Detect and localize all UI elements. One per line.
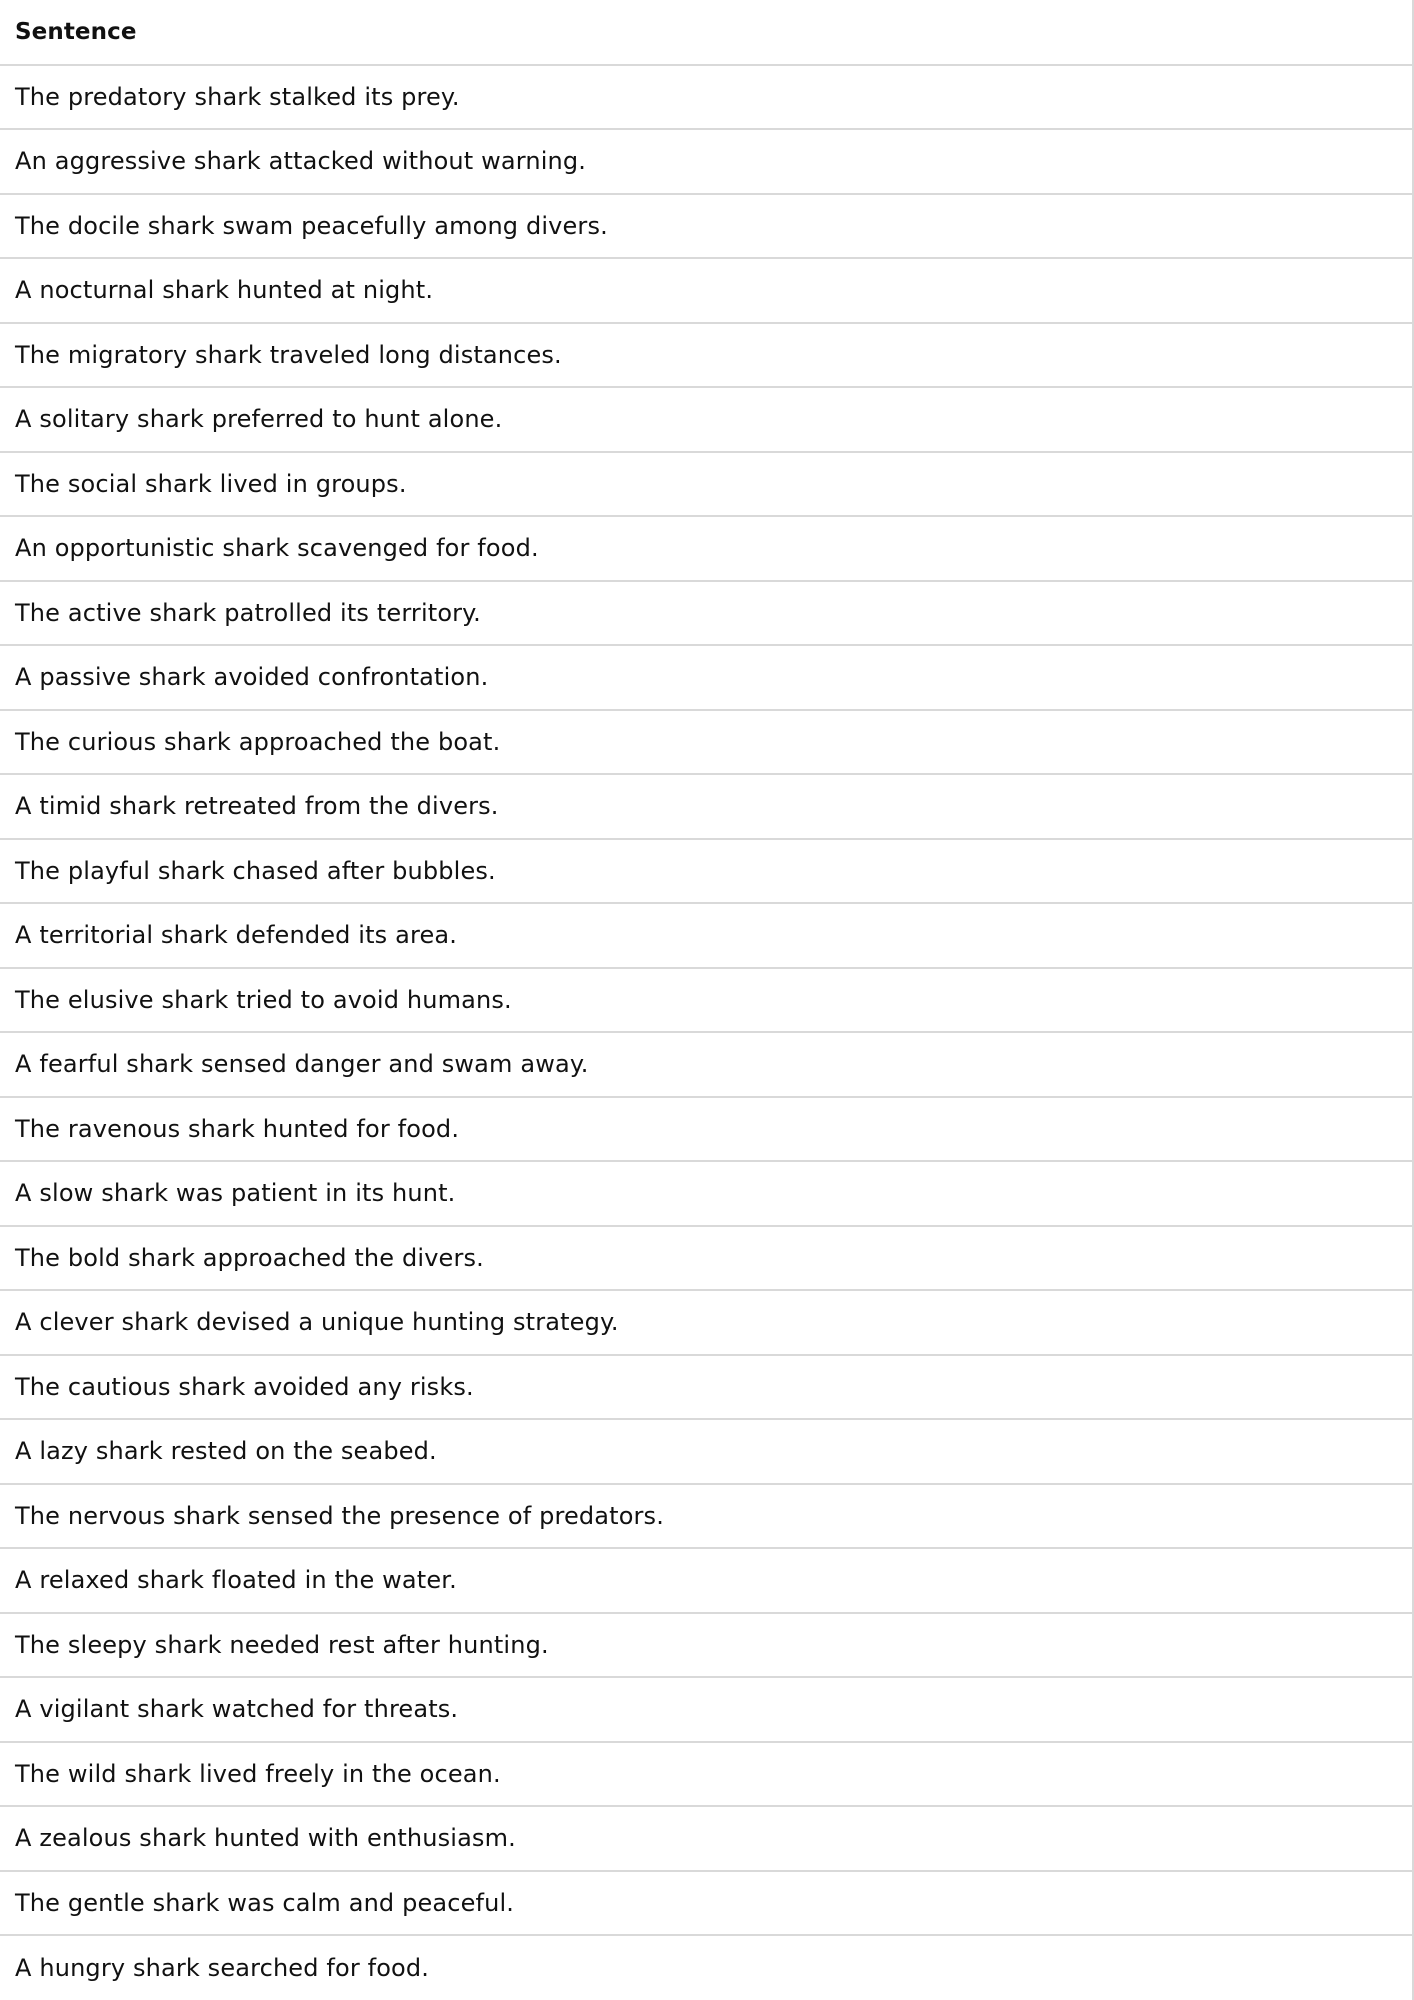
table-row [0, 1484, 1412, 1549]
table-row [0, 710, 1412, 775]
table-header [0, 0, 1412, 65]
sentence-cell: A clever shark devised a unique hunting strategy. [0, 1290, 1412, 1355]
table-body [0, 65, 1412, 2000]
table-row [0, 1226, 1412, 1291]
sentence-cell: An opportunistic shark scavenged for food. [0, 516, 1412, 581]
table-row [0, 903, 1412, 968]
sentence-cell: An aggressive shark attacked without warning. [0, 129, 1412, 194]
sentence-cell: The bold shark approached the divers. [0, 1226, 1412, 1291]
sentence-cell: The sleepy shark needed rest after hunting. [0, 1613, 1412, 1678]
table-row [0, 65, 1412, 130]
table-row [0, 839, 1412, 904]
sentence-cell: The cautious shark avoided any risks. [0, 1355, 1412, 1420]
sentence-cell: A timid shark retreated from the divers. [0, 774, 1412, 839]
table-row [0, 1742, 1412, 1807]
sentence-cell: The gentle shark was calm and peaceful. [0, 1871, 1412, 1936]
table-row [0, 1290, 1412, 1355]
sentence-cell: The predatory shark stalked its prey. [0, 65, 1412, 130]
sentence-cell: The migratory shark traveled long distances. [0, 323, 1412, 388]
sentence-cell: A slow shark was patient in its hunt. [0, 1161, 1412, 1226]
sentence-cell: A lazy shark rested on the seabed. [0, 1419, 1412, 1484]
table-row [0, 1677, 1412, 1742]
table-row [0, 194, 1412, 259]
header-row [0, 0, 1412, 65]
sentence-cell: The active shark patrolled its territory. [0, 581, 1412, 646]
table-row [0, 516, 1412, 581]
sentence-cell: A relaxed shark floated in the water. [0, 1548, 1412, 1613]
table-row [0, 129, 1412, 194]
table-row [0, 1032, 1412, 1097]
column-header-sentence: Sentence [0, 0, 1412, 65]
table-row [0, 1355, 1412, 1420]
table-row [0, 1161, 1412, 1226]
table-row [0, 1935, 1412, 2000]
sentence-cell: The wild shark lived freely in the ocean. [0, 1742, 1412, 1807]
sentence-cell: A vigilant shark watched for threats. [0, 1677, 1412, 1742]
sentence-cell: A fearful shark sensed danger and swam away. [0, 1032, 1412, 1097]
table-row [0, 1806, 1412, 1871]
table-row [0, 1613, 1412, 1678]
sentence-cell: The curious shark approached the boat. [0, 710, 1412, 775]
table-row [0, 258, 1412, 323]
table-row [0, 1097, 1412, 1162]
sentence-cell: A nocturnal shark hunted at night. [0, 258, 1412, 323]
table-row [0, 645, 1412, 710]
sentence-cell: The ravenous shark hunted for food. [0, 1097, 1412, 1162]
table-row [0, 1548, 1412, 1613]
sentence-cell: The playful shark chased after bubbles. [0, 839, 1412, 904]
sentence-cell: A zealous shark hunted with enthusiasm. [0, 1806, 1412, 1871]
table-row [0, 1419, 1412, 1484]
sentence-cell: A passive shark avoided confrontation. [0, 645, 1412, 710]
table-row [0, 774, 1412, 839]
table-row [0, 581, 1412, 646]
sentence-cell: The docile shark swam peacefully among divers. [0, 194, 1412, 259]
sentence-cell: A solitary shark preferred to hunt alone. [0, 387, 1412, 452]
sentence-cell: A territorial shark defended its area. [0, 903, 1412, 968]
table-row [0, 323, 1412, 388]
table-row [0, 452, 1412, 517]
sentence-cell: The nervous shark sensed the presence of predators. [0, 1484, 1412, 1549]
table-row [0, 387, 1412, 452]
table-row [0, 968, 1412, 1033]
table-row [0, 1871, 1412, 1936]
sentence-cell: A hungry shark searched for food. [15, 1953, 430, 1982]
sentence-cell: The social shark lived in groups. [0, 452, 1412, 517]
sentence-cell: The elusive shark tried to avoid humans. [0, 968, 1412, 1033]
